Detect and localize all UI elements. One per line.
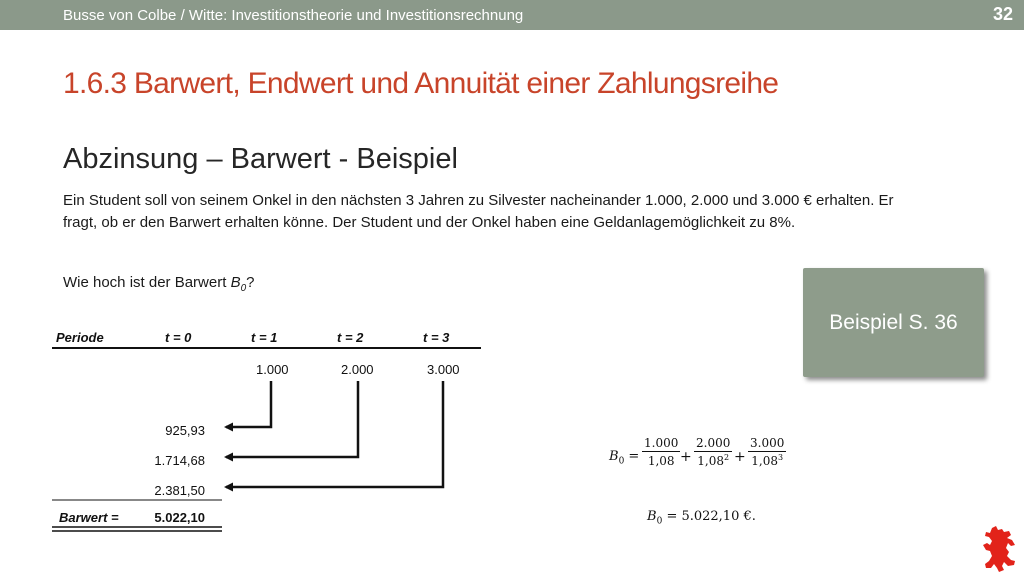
formula-plus-1: + [680,449,692,465]
slide-subtitle: Abzinsung – Barwert - Beispiel [63,143,458,175]
question-var: B [230,274,241,291]
formula-term-2: $\frac{2.000}{1,08^2}$ [696,436,731,468]
payment-t1: 1.000 [256,362,289,377]
total-value: 5.022,10 [154,510,205,525]
question-sub: 0 [240,283,247,294]
present-value-t1: 925,93 [165,423,205,438]
payment-t3: 3.000 [427,362,460,377]
table-header-periode: Periode [56,330,104,345]
table-header-t0: t = 0 [165,330,192,345]
present-value-t3: 2.381,50 [154,483,205,498]
question-text [63,274,254,294]
table-header-t1: t = 1 [251,330,278,345]
total-label: Barwert = [59,510,119,525]
question-suffix: ? [246,274,255,291]
present-value-t2: 1.714,68 [154,453,205,468]
page-number: 32 [992,4,1013,24]
formula-result: $B_0 = 5.022,10$ €. [647,509,756,527]
example-reference-box[interactable] [803,268,984,377]
formula-term-3: $\frac{3.000}{1,08^3}$ [750,436,785,468]
example-reference-label: Beispiel S. 36 [829,311,958,334]
slide-title: 1.6.3 Barwert, Endwert und Annuität einer Zahlungsreihe [63,67,779,100]
formula-term-1: $\frac{1.000}{1,08}$ [644,436,679,468]
header-bar [0,0,1024,30]
berlin-bear-logo [982,526,1016,572]
problem-text: Ein Student soll von seinem Onkel in den nächsten 3 Jahren zu Silvester nacheinander 1.000, 2.000 und 3.000 € erhalten. Er fragt, ob er den Barwert erhalten könne. Der Student und der Onkel haben eine Geldanlagemöglichkeit zu 8%. [63,192,894,231]
formula-lhs: $B_0$ = [609,449,640,467]
payment-t2: 2.000 [341,362,374,377]
question-prefix: Wie hoch ist der Barwert [63,274,231,291]
table-header-t3: t = 3 [423,330,450,345]
arrow-t1 [226,381,271,427]
arrow-t2 [226,381,358,457]
arrow-t3 [226,381,443,487]
header-text: Busse von Colbe / Witte: Investitionstheorie und Investitionsrechnung [63,7,524,24]
formula-plus-2: + [734,449,746,465]
table-header-t2: t = 2 [337,330,364,345]
